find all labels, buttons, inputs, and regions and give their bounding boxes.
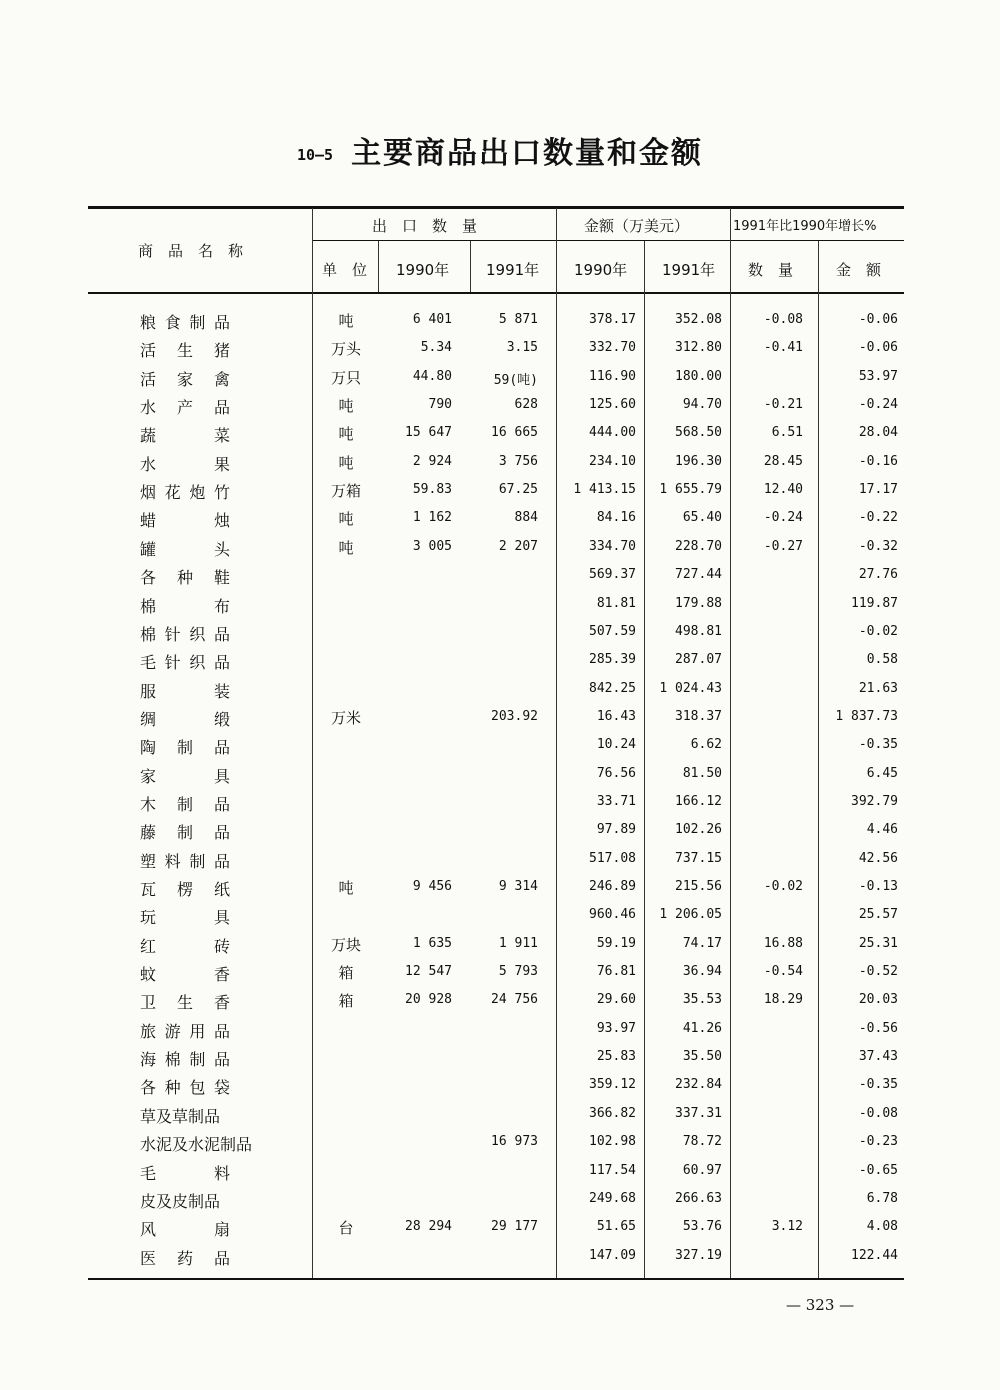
unit: 箱 [338, 992, 354, 1011]
header-value-1990: 1990年 [574, 261, 628, 279]
col-divider [730, 208, 731, 1278]
unit: 吨 [338, 538, 354, 557]
header-qty-1990: 1990年 [396, 261, 450, 279]
unit: 吨 [338, 510, 354, 529]
value-1990: 76.56 [596, 765, 636, 781]
value-1991: 352.08 [675, 312, 722, 327]
value-1991: 102.26 [675, 822, 722, 838]
quantity-1991: 5 871 [498, 312, 538, 327]
unit: 吨 [338, 397, 354, 416]
header-export-quantity: 出 口 数 量 [372, 217, 478, 235]
value-1990: 332.70 [589, 340, 636, 356]
growth-value: -0.13 [858, 879, 898, 894]
quantity-1990: 1 162 [412, 510, 452, 526]
growth-quantity: 18.29 [763, 992, 803, 1008]
quantity-1991: 9 314 [498, 879, 538, 894]
commodity-name: 风扇 [140, 1220, 230, 1240]
header-commodity-name: 商 品 名 称 [138, 242, 244, 260]
page-number: — 323 — [786, 1296, 855, 1314]
value-1991: 78.72 [682, 1134, 722, 1150]
commodity-name: 毛料 [140, 1163, 230, 1183]
quantity-1991: 16 973 [491, 1134, 538, 1150]
growth-quantity: 6.51 [771, 425, 803, 441]
value-1990: 960.46 [589, 907, 636, 923]
growth-value: 27.76 [858, 567, 898, 583]
value-1991: 65.40 [682, 510, 722, 526]
growth-value: -0.23 [858, 1134, 898, 1150]
commodity-name: 陶制品 [140, 738, 230, 758]
value-1990: 378.17 [589, 312, 636, 327]
unit: 万只 [330, 368, 361, 387]
growth-value: -0.08 [858, 1105, 898, 1121]
quantity-1990: 5.34 [420, 340, 452, 356]
value-1990: 76.81 [596, 964, 636, 980]
value-1990: 285.39 [589, 652, 636, 668]
value-1990: 97.89 [596, 822, 636, 838]
value-1990: 25.83 [596, 1049, 636, 1065]
commodity-name: 水泥及水泥制品 [140, 1135, 253, 1155]
value-1990: 366.82 [589, 1105, 636, 1121]
growth-value: 4.08 [866, 1219, 898, 1235]
growth-value: 25.31 [858, 935, 898, 951]
quantity-1990: 15 647 [405, 425, 452, 441]
value-1991: 1 206.05 [659, 907, 722, 923]
value-1991: 53.76 [682, 1219, 722, 1235]
value-1991: 727.44 [675, 567, 722, 583]
col-divider [556, 208, 557, 1278]
value-1991: 266.63 [675, 1190, 722, 1206]
quantity-1990: 28 294 [405, 1219, 452, 1235]
value-1991: 228.70 [675, 538, 722, 554]
header-value-1991: 1991年 [662, 261, 716, 279]
value-1991: 1 655.79 [659, 482, 722, 498]
growth-quantity: -0.27 [763, 538, 803, 554]
value-1991: 312.80 [675, 340, 722, 356]
value-1990: 16.43 [596, 708, 636, 724]
value-1991: 36.94 [682, 964, 722, 980]
header-growth-value: 金 额 [836, 261, 882, 279]
quantity-1991: 24 756 [491, 992, 538, 1008]
growth-value: 4.46 [866, 822, 898, 838]
value-1990: 51.65 [596, 1219, 636, 1235]
commodity-name: 皮及皮制品 [140, 1191, 221, 1211]
unit: 吨 [338, 312, 354, 330]
growth-quantity: -0.02 [763, 879, 803, 894]
value-1991: 35.53 [682, 992, 722, 1008]
quantity-1991: 3 756 [498, 453, 538, 469]
value-1991: 287.07 [675, 652, 722, 668]
commodity-name: 蔬菜 [140, 426, 230, 446]
header-unit: 单 位 [322, 261, 368, 279]
value-1990: 842.25 [589, 680, 636, 696]
value-1990: 359.12 [589, 1077, 636, 1093]
commodity-name: 旅游用品 [140, 1021, 230, 1041]
col-divider [378, 241, 379, 292]
unit: 箱 [338, 964, 354, 983]
quantity-1990: 9 456 [412, 879, 452, 894]
commodity-name: 烟花炮竹 [140, 483, 230, 503]
value-1991: 232.84 [675, 1077, 722, 1093]
quantity-1991: 884 [514, 510, 538, 526]
commodity-name: 玩具 [140, 908, 230, 928]
quantity-1991: 16 665 [491, 425, 538, 441]
value-1990: 81.81 [596, 595, 636, 611]
value-1991: 327.19 [675, 1247, 722, 1263]
growth-value: 17.17 [858, 482, 898, 498]
value-1990: 334.70 [589, 538, 636, 554]
growth-value: -0.52 [858, 964, 898, 980]
commodity-name: 活生猪 [140, 341, 230, 361]
value-1991: 94.70 [682, 397, 722, 413]
commodity-name: 活家禽 [140, 369, 230, 389]
value-1991: 337.31 [675, 1105, 722, 1121]
commodity-name: 草及草制品 [140, 1106, 221, 1126]
col-divider [470, 241, 471, 292]
commodity-name: 医药品 [140, 1248, 230, 1268]
value-1990: 569.37 [589, 567, 636, 583]
value-1991: 1 024.43 [659, 680, 722, 696]
value-1991: 74.17 [682, 935, 722, 951]
header-export-value: 金额（万美元） [584, 217, 690, 235]
growth-value: 28.04 [858, 425, 898, 441]
table-number: 10—5 [296, 146, 334, 164]
commodity-name: 水果 [140, 454, 230, 474]
growth-value: 37.43 [858, 1049, 898, 1065]
value-1990: 517.08 [589, 850, 636, 866]
commodity-name: 各种鞋 [140, 568, 230, 588]
quantity-1990: 6 401 [412, 312, 452, 327]
value-1991: 35.50 [682, 1049, 722, 1065]
unit: 吨 [338, 879, 354, 897]
commodity-name: 藤制品 [140, 823, 230, 843]
value-1990: 59.19 [596, 935, 636, 951]
growth-value: -0.56 [858, 1020, 898, 1036]
value-1990: 507.59 [589, 623, 636, 639]
growth-value: -0.65 [858, 1162, 898, 1178]
value-1991: 215.56 [675, 879, 722, 894]
quantity-1990: 2 924 [412, 453, 452, 469]
commodity-name: 粮食制品 [140, 313, 230, 332]
commodity-name: 绸缎 [140, 709, 230, 729]
growth-value: -0.32 [858, 538, 898, 554]
growth-value: 42.56 [858, 850, 898, 866]
header-qty-1991: 1991年 [486, 261, 540, 279]
commodity-name: 各种包袋 [140, 1078, 230, 1098]
value-1990: 249.68 [589, 1190, 636, 1206]
quantity-1991: 2 207 [498, 538, 538, 554]
value-1991: 196.30 [675, 453, 722, 469]
growth-value: 1 837.73 [835, 708, 898, 724]
quantity-1991: 203.92 [491, 708, 538, 724]
value-1990: 234.10 [589, 453, 636, 469]
growth-value: 392.79 [851, 793, 898, 809]
col-divider [644, 241, 645, 1278]
growth-value: -0.02 [858, 623, 898, 639]
growth-value: 53.97 [858, 368, 898, 384]
col-divider [312, 208, 313, 1278]
value-1990: 116.90 [589, 368, 636, 384]
quantity-1990: 790 [428, 397, 452, 413]
commodity-name: 服装 [140, 681, 230, 701]
growth-value: 21.63 [858, 680, 898, 696]
commodity-name: 塑料制品 [140, 851, 230, 871]
quantity-1990: 12 547 [405, 964, 452, 980]
value-1990: 93.97 [596, 1020, 636, 1036]
quantity-1990: 3 005 [412, 538, 452, 554]
commodity-name: 瓦楞纸 [140, 880, 230, 899]
value-1990: 246.89 [589, 879, 636, 894]
value-1991: 179.88 [675, 595, 722, 611]
growth-quantity: 3.12 [771, 1219, 803, 1235]
value-1990: 1 413.15 [573, 482, 636, 498]
growth-quantity: 16.88 [763, 935, 803, 951]
value-1991: 498.81 [675, 623, 722, 639]
bottom-rule [88, 1278, 904, 1280]
unit: 万块 [330, 935, 361, 954]
value-1991: 60.97 [682, 1162, 722, 1178]
growth-value: -0.35 [858, 737, 898, 753]
commodity-name: 棉布 [140, 596, 230, 616]
commodity-name: 木制品 [140, 794, 230, 814]
header-growth-qty: 数 量 [748, 261, 794, 279]
growth-value: 119.87 [851, 595, 898, 611]
quantity-1990: 59.83 [412, 482, 452, 498]
value-1991: 81.50 [682, 765, 722, 781]
value-1990: 29.60 [596, 992, 636, 1008]
unit: 台 [338, 1219, 354, 1238]
growth-value: 20.03 [858, 992, 898, 1008]
value-1990: 117.54 [589, 1162, 636, 1178]
growth-quantity: 28.45 [763, 453, 803, 469]
quantity-1990: 1 635 [412, 935, 452, 951]
growth-quantity: -0.21 [763, 397, 803, 413]
value-1991: 166.12 [675, 793, 722, 809]
growth-value: -0.06 [858, 312, 898, 327]
growth-value: 25.57 [858, 907, 898, 923]
growth-quantity: -0.54 [763, 964, 803, 980]
unit: 万头 [330, 340, 361, 359]
commodity-name: 水产品 [140, 398, 230, 418]
commodity-name: 家具 [140, 766, 230, 786]
growth-quantity: -0.24 [763, 510, 803, 526]
commodity-name: 红砖 [140, 936, 230, 956]
value-1990: 84.16 [596, 510, 636, 526]
quantity-1990: 44.80 [412, 368, 452, 384]
commodity-name: 海棉制品 [140, 1050, 230, 1070]
value-1990: 102.98 [589, 1134, 636, 1150]
value-1990: 10.24 [596, 737, 636, 753]
quantity-1991: 3.15 [506, 340, 538, 356]
growth-value: -0.24 [858, 397, 898, 413]
header-mid-rule [312, 240, 904, 241]
commodity-name: 卫生香 [140, 993, 230, 1013]
unit: 吨 [338, 425, 354, 444]
quantity-1990: 20 928 [405, 992, 452, 1008]
table-title-text: 主要商品出口数量和金额 [351, 136, 704, 171]
growth-value: 6.78 [866, 1190, 898, 1206]
growth-quantity: -0.08 [763, 312, 803, 327]
growth-quantity: 12.40 [763, 482, 803, 498]
growth-value: -0.35 [858, 1077, 898, 1093]
unit: 吨 [338, 453, 354, 472]
growth-value: 122.44 [851, 1247, 898, 1263]
growth-value: -0.22 [858, 510, 898, 526]
top-rule [88, 206, 904, 209]
quantity-1991: 628 [514, 397, 538, 413]
commodity-name: 毛针织品 [140, 653, 230, 673]
growth-value: 0.58 [866, 652, 898, 668]
growth-value: -0.06 [858, 340, 898, 356]
quantity-1991: 67.25 [498, 482, 538, 498]
value-1990: 33.71 [596, 793, 636, 809]
value-1991: 41.26 [682, 1020, 722, 1036]
commodity-name: 罐头 [140, 539, 230, 559]
commodity-name: 蚊香 [140, 965, 230, 985]
growth-value: -0.16 [858, 453, 898, 469]
unit: 万米 [330, 708, 361, 727]
value-1990: 125.60 [589, 397, 636, 413]
value-1990: 147.09 [589, 1247, 636, 1263]
value-1991: 318.37 [675, 708, 722, 724]
value-1990: 444.00 [589, 425, 636, 441]
value-1991: 737.15 [675, 850, 722, 866]
quantity-1991: 1 911 [498, 935, 538, 951]
commodity-name: 棉针织品 [140, 624, 230, 644]
value-1991: 180.00 [675, 368, 722, 384]
table-title [0, 128, 1000, 172]
commodity-name: 蜡烛 [140, 511, 230, 531]
growth-value: 6.45 [866, 765, 898, 781]
quantity-1991: 59(吨) [493, 372, 538, 388]
header-bottom-rule [88, 292, 904, 294]
unit: 万箱 [330, 482, 361, 501]
quantity-1991: 5 793 [498, 964, 538, 980]
col-divider [818, 241, 819, 1278]
value-1991: 6.62 [690, 737, 722, 753]
header-growth: 1991年比1990年增长% [733, 219, 877, 234]
value-1991: 568.50 [675, 425, 722, 441]
quantity-1991: 29 177 [491, 1219, 538, 1235]
growth-quantity: -0.41 [763, 340, 803, 356]
